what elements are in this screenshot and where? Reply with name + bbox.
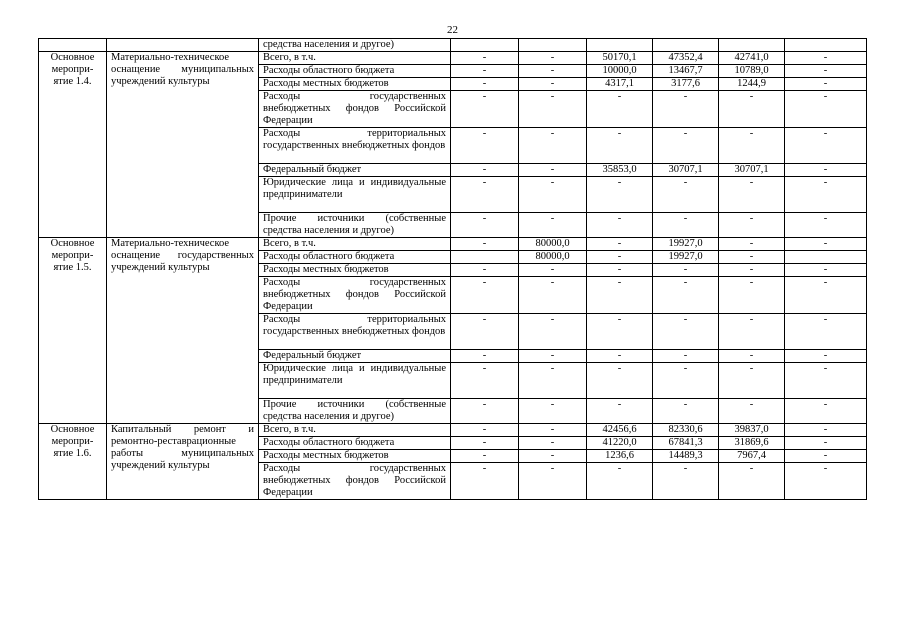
value-cell: 14489,3	[653, 450, 719, 463]
funding-source: Расходы местных бюджетов	[259, 264, 451, 277]
value-cell: -	[653, 314, 719, 350]
activity-code: Основное меропри-ятие 1.4.	[39, 52, 107, 238]
activity-name: Материально-техническое оснащение муниципальных учреждений культуры	[107, 52, 259, 238]
value-cell: -	[519, 213, 587, 238]
value-cell: -	[451, 78, 519, 91]
value-cell: -	[519, 65, 587, 78]
value-cell: -	[785, 164, 867, 177]
value-cell: -	[587, 314, 653, 350]
value-cell: 19927,0	[653, 251, 719, 264]
value-cell: -	[653, 213, 719, 238]
value-cell: -	[451, 177, 519, 213]
value-cell: -	[451, 213, 519, 238]
funding-table	[38, 38, 867, 500]
value-cell	[785, 251, 867, 264]
value-cell: -	[587, 251, 653, 264]
value-cell: -	[519, 314, 587, 350]
funding-source: Расходы областного бюджета	[259, 437, 451, 450]
funding-source: Расходы областного бюджета	[259, 65, 451, 78]
funding-source: Расходы территориальных государственных внебюджетных фондов	[259, 128, 451, 164]
funding-source: Юридические лица и индивидуальные предприниматели	[259, 363, 451, 399]
value-cell: -	[785, 78, 867, 91]
value-cell: -	[785, 238, 867, 251]
value-cell: -	[719, 350, 785, 363]
value-cell: -	[519, 399, 587, 424]
value-cell: 47352,4	[653, 52, 719, 65]
value-cell: -	[451, 424, 519, 437]
value-cell: -	[451, 264, 519, 277]
value-cell: -	[451, 350, 519, 363]
value-cell: -	[451, 238, 519, 251]
value-cell: -	[451, 450, 519, 463]
funding-source: Прочие источники (собственные средства населения и другое)	[259, 213, 451, 238]
value-cell: 30707,1	[719, 164, 785, 177]
value-cell: -	[719, 277, 785, 314]
value-cell: -	[653, 463, 719, 500]
value-cell: 35853,0	[587, 164, 653, 177]
value-cell: -	[785, 314, 867, 350]
value-cell: -	[653, 363, 719, 399]
value-cell: -	[451, 52, 519, 65]
value-cell: 3177,6	[653, 78, 719, 91]
value-cell: -	[587, 91, 653, 128]
activity-code: Основное меропри-ятие 1.5.	[39, 238, 107, 424]
value-cell: -	[719, 399, 785, 424]
value-cell: -	[519, 437, 587, 450]
value-cell: -	[519, 277, 587, 314]
value-cell: -	[519, 78, 587, 91]
value-cell: 13467,7	[653, 65, 719, 78]
value-cell: -	[519, 91, 587, 128]
value-cell	[451, 251, 519, 264]
value-cell: 30707,1	[653, 164, 719, 177]
value-cell: -	[719, 363, 785, 399]
value-cell: -	[719, 177, 785, 213]
value-cell: -	[451, 363, 519, 399]
value-cell: 1236,6	[587, 450, 653, 463]
value-cell: 41220,0	[587, 437, 653, 450]
value-cell: -	[719, 314, 785, 350]
value-cell: -	[519, 164, 587, 177]
value-cell: -	[785, 350, 867, 363]
value-cell: -	[719, 251, 785, 264]
value-cell: -	[587, 399, 653, 424]
activity-name: Капитальный ремонт и ремонтно-реставрационные работы муниципальных учреждений культуры	[107, 424, 259, 500]
funding-source: средства населения и другое)	[259, 39, 451, 52]
value-cell: -	[519, 450, 587, 463]
value-cell: -	[451, 399, 519, 424]
value-cell: -	[587, 238, 653, 251]
value-cell: -	[785, 65, 867, 78]
value-cell: -	[785, 277, 867, 314]
value-cell: -	[785, 399, 867, 424]
value-cell: 10789,0	[719, 65, 785, 78]
value-cell: -	[653, 350, 719, 363]
value-cell: -	[653, 177, 719, 213]
value-cell: -	[785, 450, 867, 463]
value-cell: 4317,1	[587, 78, 653, 91]
funding-source: Расходы государственных внебюджетных фондов Российской Федерации	[259, 463, 451, 500]
value-cell: 50170,1	[587, 52, 653, 65]
funding-source: Расходы местных бюджетов	[259, 450, 451, 463]
value-cell: 19927,0	[653, 238, 719, 251]
value-cell: -	[785, 424, 867, 437]
table-row	[39, 424, 867, 437]
value-cell: -	[519, 463, 587, 500]
value-cell: -	[587, 363, 653, 399]
value-cell: -	[719, 91, 785, 128]
value-cell: -	[451, 164, 519, 177]
value-cell: -	[653, 91, 719, 128]
value-cell: 67841,3	[653, 437, 719, 450]
value-cell: -	[785, 52, 867, 65]
value-cell: -	[785, 213, 867, 238]
funding-source: Федеральный бюджет	[259, 350, 451, 363]
value-cell: -	[519, 424, 587, 437]
value-cell: 82330,6	[653, 424, 719, 437]
activity-name: Материально-техническое оснащение государственных учреждений культуры	[107, 238, 259, 424]
value-cell: 42456,6	[587, 424, 653, 437]
value-cell: -	[719, 463, 785, 500]
activity-code: Основное меропри-ятие 1.6.	[39, 424, 107, 500]
page-number: 22	[447, 24, 458, 36]
funding-source: Всего, в т.ч.	[259, 424, 451, 437]
continuation-row	[39, 39, 867, 52]
funding-source: Расходы государственных внебюджетных фондов Российской Федерации	[259, 91, 451, 128]
value-cell: -	[451, 65, 519, 78]
funding-source: Расходы местных бюджетов	[259, 78, 451, 91]
value-cell: -	[519, 350, 587, 363]
value-cell: -	[785, 437, 867, 450]
value-cell: -	[653, 128, 719, 164]
value-cell: -	[587, 463, 653, 500]
value-cell: -	[785, 177, 867, 213]
value-cell: -	[587, 213, 653, 238]
value-cell: -	[785, 363, 867, 399]
value-cell: -	[719, 238, 785, 251]
value-cell: -	[451, 91, 519, 128]
funding-source: Расходы областного бюджета	[259, 251, 451, 264]
value-cell: -	[587, 277, 653, 314]
funding-source: Всего, в т.ч.	[259, 52, 451, 65]
value-cell: 1244,9	[719, 78, 785, 91]
value-cell: -	[451, 463, 519, 500]
value-cell: -	[785, 128, 867, 164]
value-cell: -	[519, 52, 587, 65]
value-cell: -	[719, 264, 785, 277]
value-cell: 10000,0	[587, 65, 653, 78]
funding-source: Федеральный бюджет	[259, 164, 451, 177]
value-cell: 80000,0	[519, 238, 587, 251]
table-row	[39, 52, 867, 65]
funding-source: Расходы территориальных государственных внебюджетных фондов	[259, 314, 451, 350]
funding-source: Прочие источники (собственные средства населения и другое)	[259, 399, 451, 424]
table-row	[39, 238, 867, 251]
value-cell: -	[451, 277, 519, 314]
value-cell: 80000,0	[519, 251, 587, 264]
value-cell: 39837,0	[719, 424, 785, 437]
funding-source: Всего, в т.ч.	[259, 238, 451, 251]
value-cell: 31869,6	[719, 437, 785, 450]
value-cell: -	[653, 277, 719, 314]
value-cell: -	[587, 264, 653, 277]
value-cell: -	[785, 91, 867, 128]
value-cell: -	[519, 128, 587, 164]
value-cell: -	[519, 264, 587, 277]
value-cell: -	[519, 177, 587, 213]
funding-source: Юридические лица и индивидуальные предприниматели	[259, 177, 451, 213]
value-cell: -	[451, 437, 519, 450]
value-cell: -	[719, 128, 785, 164]
value-cell: -	[587, 128, 653, 164]
value-cell: -	[451, 314, 519, 350]
value-cell: -	[653, 264, 719, 277]
value-cell: -	[719, 213, 785, 238]
value-cell: -	[785, 264, 867, 277]
funding-source: Расходы государственных внебюджетных фондов Российской Федерации	[259, 277, 451, 314]
value-cell: -	[519, 363, 587, 399]
value-cell: -	[587, 350, 653, 363]
value-cell: -	[587, 177, 653, 213]
value-cell: -	[653, 399, 719, 424]
value-cell: 42741,0	[719, 52, 785, 65]
value-cell: 7967,4	[719, 450, 785, 463]
value-cell: -	[451, 128, 519, 164]
value-cell: -	[785, 463, 867, 500]
